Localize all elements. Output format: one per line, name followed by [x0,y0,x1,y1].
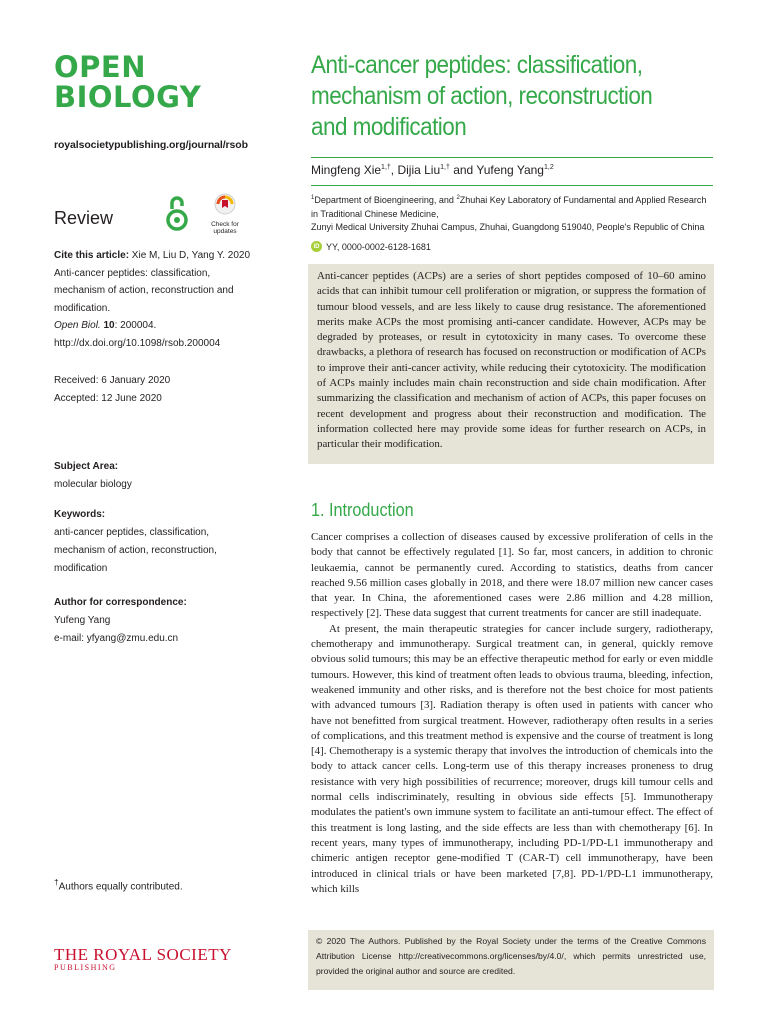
section-heading: 1. Introduction [311,500,414,520]
author-2[interactable]: Dijia Liu [397,163,441,177]
affil-part-1: Department of Bioengineering, and [314,195,457,205]
affil-line-2: Zunyi Medical University Zhuhai Campus, Zhuhai, Guangdong 519040, People's Republic of China [311,222,705,232]
license-text: © 2020 The Authors. Published by the Royal Society under the terms of the Creative Commons Attribution License http://creativecommons.org/licenses/by/4.0/, which permits unrestricted use, provided the original author and source are credited. [316,936,706,976]
paragraph: Cancer comprises a collection of diseases caused by excessive proliferation of cells in the body that cannot be effectively regulated [1]. So far, most cancers, in addition to chronic leukaemia, cannot be permanently cured. According to statistics, deaths from cancer reached 9.56 million cases globally in 2018, and there were 18.07 million new cancer cases that year. In China, the aforementioned cases were 2.86 million and 4.28 million, respectively [2]. These data suggest that current treatments for cancer are still inadequate. [311,531,713,620]
footnote [54,877,183,892]
check-updates-line-2: updates [213,228,237,235]
author-3-sup: 1,2 [543,164,554,171]
journal-url[interactable]: royalsocietypublishing.org/journal/rsob [54,139,248,151]
author-2-sup: 1,† [440,164,450,171]
correspondence-name: Yufeng Yang [54,615,111,626]
footnote-mark: † [54,877,59,887]
check-for-updates-badge[interactable] [205,193,245,237]
authors-divider [311,185,713,186]
logo-line-1: OPEN [54,50,146,84]
abstract-box [308,264,714,464]
keywords-label: Keywords: [54,509,106,520]
publisher-logo [54,945,232,972]
author-3[interactable]: Yufeng Yang [476,163,544,177]
cite-volume: 10 [103,320,115,331]
article-type: Review [54,208,114,228]
orcid-id[interactable]: YY, 0000-0002-6128-1681 [326,241,431,252]
check-updates-label [205,221,245,235]
correspondence-label: Author for correspondence: [54,597,187,608]
dates-block [54,372,170,408]
check-updates-icon [214,193,236,215]
orcid-icon-text: iD [313,243,320,250]
affil-sup-2: 2 [456,195,460,201]
title-divider [311,157,713,158]
abstract-text: Anti-cancer peptides (ACPs) are a series of short peptides composed of 10–60 amino acids that can inhibit tumour cell proliferation or migration, or suppress the formation of tumour blood vessels, and are less likely to cause drug resistance. The aforementioned merits make ACPs the most promising anti-cancer candidate. However, ACPs may be degraded by proteases, or result in cytotoxicity in many cases. To overcome these drawbacks, a plethora of research has focused on reconstruction or modification of ACPs to improve their anti-cancer activity, while reducing their cytotoxicity. The modification of ACPs mainly includes main chain reconstruction and side chain modification. After summarizing the classification and mechanism of action of ACPs, this paper focuses on recent development and progress about their reconstruction and modification. The information collected here may provide some ideas for further research on ACPs, in particular their modification. [317,270,706,451]
cite-label: Cite this article: [54,250,130,261]
keywords-value: anti-cancer peptides, classification, mechanism of action, reconstruction, modification [54,527,217,574]
affiliations [311,192,713,235]
accepted-date: Accepted: 12 June 2020 [54,393,162,404]
logo-line-2: BIOLOGY [54,80,202,114]
journal-logo [54,52,201,112]
cite-article-no: : 200004. [114,320,157,331]
body-text [311,530,713,897]
keywords-block [54,506,259,578]
affil-sup-1: 1 [311,195,315,201]
cite-title: Anti-cancer peptides: classification, mechanism of action, reconstruction and modification. [54,267,234,314]
subject-area [54,458,132,494]
check-updates-line-1: Check for [211,221,239,228]
publisher-name: THE ROYAL SOCIETY [54,945,232,964]
publisher-sub: PUBLISHING [54,963,117,972]
article-title: Anti-cancer peptides: classification, mechanism of action, reconstruction and modification [311,51,653,141]
subject-value: molecular biology [54,479,132,490]
received-date: Received: 6 January 2020 [54,375,171,386]
orcid-line [311,241,431,252]
author-1-sup: 1,† [381,164,391,171]
correspondence-email[interactable]: e-mail: yfyang@zmu.edu.cn [54,633,179,644]
author-list: Mingfeng Xie$^{1,\dagger}$, Dijia Liu$^{1,\dagger}$ and Yufeng Yang$^{1,2}$ [311,163,554,177]
open-access-icon [166,193,188,233]
correspondence-block [54,594,187,648]
cite-journal: Open Biol. [54,320,101,331]
orcid-icon[interactable] [311,241,322,252]
cite-authors: Xie M, Liu D, Yang Y. 2020 [129,250,251,261]
author-and: and [449,163,477,177]
paragraph: At present, the main therapeutic strategies for cancer include surgery, radiotherapy, chemotherapy and immunotherapy. Surgical treatment can, in general, quickly remove obvious solid tumours; this may be an effective therapeutic method for early or even middle tumours. However, this kind of treatment often leads to obvious trauma, bleeding, infection, weakened immunity and other risks, and is therefore not the best choice for most patients with advanced tumours [3]. Radiation therapy is often used in patients with cancer who have not benefitted from surgical treatment. However, radiotherapy often results in a series of complications, and this treatment method is expensive and the course of treatment is long [4]. Chemotherapy is a systemic therapy that involves the introduction of chemicals into the body to attack cancer cells. Long-term use of this therapy increases proneness to drug resistance with very high possibilities of recurrence; moreover, drugs kill tumour cells and normal cells indiscriminately, resulting in obvious side effects [5]. Immunotherapy modulates the patient's own immune system to facilitate an anti-tumour effect. The effect of this treatment is long lasting, and the side effects are less than with chemotherapy [6]. In recent years, many types of immunotherapy, including PD-1/PD-L1 immunotherapy and chimeric antigen receptor gene-modified T (CAR-T) cell immunotherapy, have been introduced in clinical trials or have been marketed [7,8]. PD-1/PD-L1 immunotherapy, which kills [311,622,713,895]
cite-doi-link[interactable]: http://dx.doi.org/10.1098/rsob.200004 [54,337,221,349]
footnote-text: Authors equally contributed. [58,881,183,893]
author-1[interactable]: Mingfeng Xie [311,163,382,177]
subject-label: Subject Area: [54,461,119,472]
affil-part-2: Zhuhai Key Laboratory of Fundamental and Applied Research in Traditional Chinese Medicine, [311,195,707,219]
citation-block [54,247,259,352]
license-box [308,930,714,990]
